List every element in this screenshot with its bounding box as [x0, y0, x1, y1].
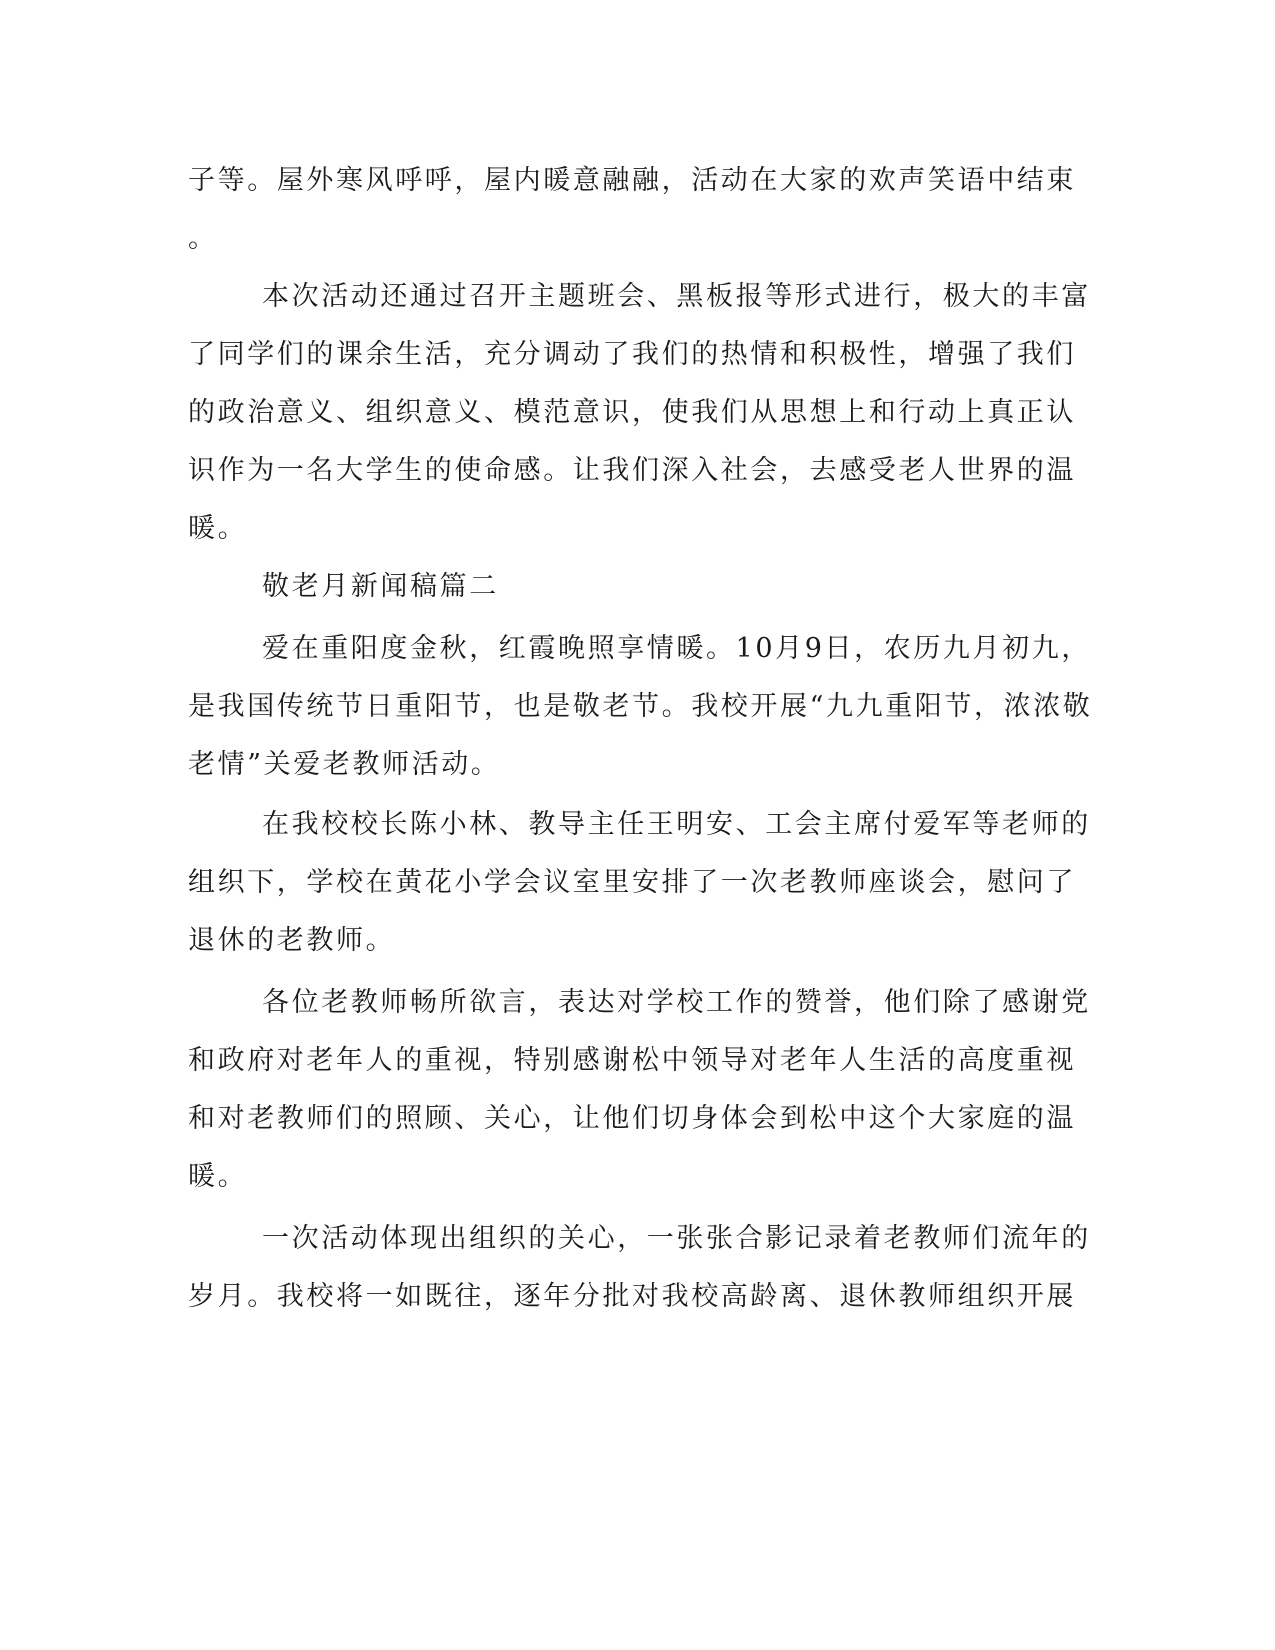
text-line: 和对老教师们的照顾、关心，让他们切身体会到松中这个大家庭的温: [188, 1103, 1076, 1134]
text-line: 是我国传统节日重阳节，也是敬老节。我校开展“九九重阳节，浓浓敬: [188, 691, 1093, 722]
text-line: 组织下，学校在黄花小学会议室里安排了一次老教师座谈会，慰问了: [188, 867, 1076, 898]
text-line: 老情”关爱老教师活动。: [188, 749, 501, 780]
paragraph-first-line: 本次活动还通过召开主题班会、黑板报等形式进行，极大的丰富: [262, 281, 1091, 312]
text-line: 子等。屋外寒风呼呼，屋内暖意融融，活动在大家的欢声笑语中结束: [188, 165, 1076, 196]
text-line: 和政府对老年人的重视，特别感谢松中领导对老年人生活的高度重视: [188, 1045, 1076, 1076]
text-line: 暖。: [188, 513, 248, 544]
section-heading: 敬老月新闻稿篇二: [262, 571, 499, 602]
text-line: 识作为一名大学生的使命感。让我们深入社会，去感受老人世界的温: [188, 455, 1076, 486]
paragraph-first-line: 爱在重阳度金秋，红霞晚照享情暖。10月9日，农历九月初九，: [262, 633, 1091, 664]
paragraph-first-line: 各位老教师畅所欲言，表达对学校工作的赞誉，他们除了感谢党: [262, 987, 1091, 1018]
text-line: 。: [188, 223, 218, 254]
text-line: 了同学们的课余生活，充分调动了我们的热情和积极性，增强了我们: [188, 339, 1076, 370]
text-line: 岁月。我校将一如既往，逐年分批对我校高龄离、退休教师组织开展: [188, 1281, 1076, 1312]
paragraph-first-line: 在我校校长陈小林、教导主任王明安、工会主席付爱军等老师的: [262, 809, 1091, 840]
paragraph-first-line: 一次活动体现出组织的关心，一张张合影记录着老教师们流年的: [262, 1223, 1091, 1254]
text-line: 暖。: [188, 1161, 248, 1192]
text-line: 的政治意义、组织意义、模范意识，使我们从思想上和行动上真正认: [188, 397, 1076, 428]
text-line: 退休的老教师。: [188, 925, 396, 956]
